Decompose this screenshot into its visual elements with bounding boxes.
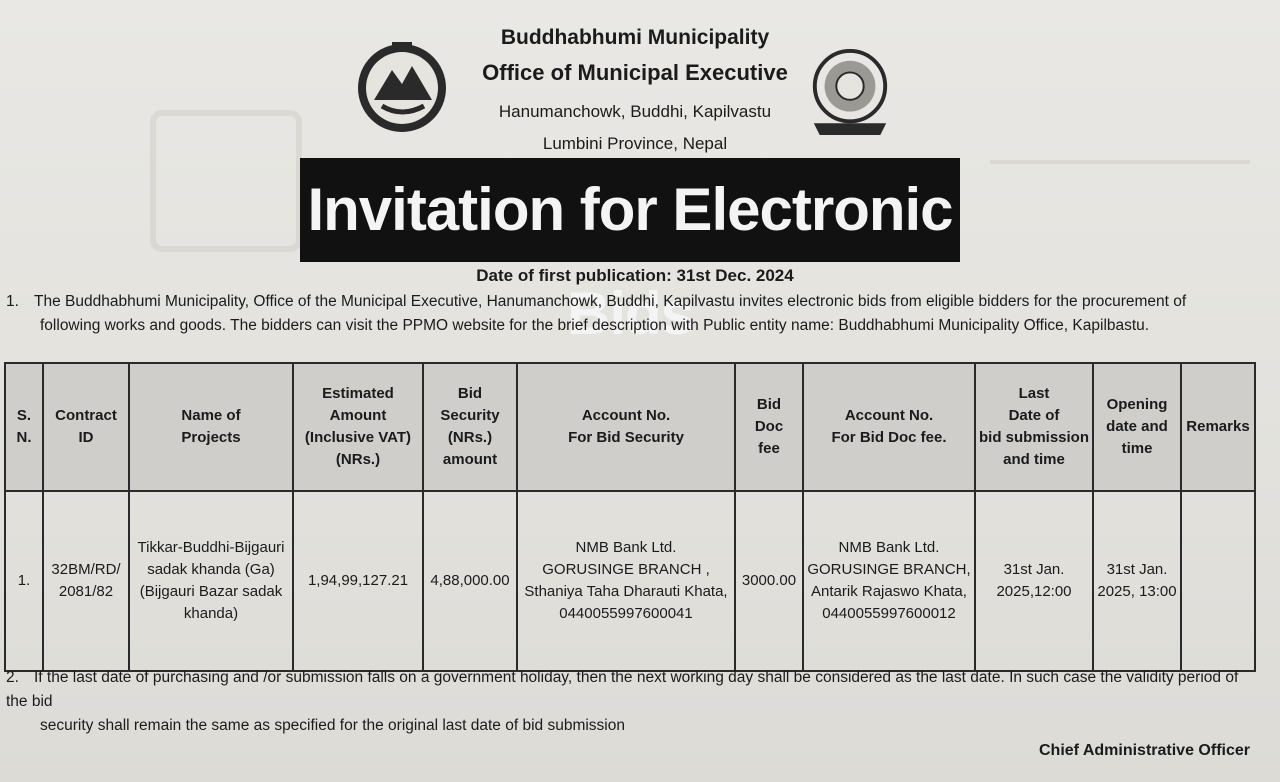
cell-last-date: 31st Jan. 2025,12:00 xyxy=(975,491,1093,671)
header-account-bid-doc-fee: Account No. For Bid Doc fee. xyxy=(803,363,975,491)
header-contract-id: Contract ID xyxy=(43,363,129,491)
cell-opening-date: 31st Jan. 2025, 13:00 xyxy=(1093,491,1181,671)
table-row xyxy=(5,491,1255,671)
note-line-1: If the last date of purchasing and /or submission falls on a government holiday, then the next working day shall be considered as the last date. In such case the validity period of the bid xyxy=(6,669,1239,710)
note-number: 2. xyxy=(6,669,19,686)
header-bid-doc-fee: Bid Doc fee xyxy=(735,363,803,491)
intro-line-1: The Buddhabhumi Municipality, Office of the Municipal Executive, Hanumanchowk, Buddhi, Kapilvastu invites electronic bids from eligible bidders for the procurement of xyxy=(34,293,1187,310)
address-line-2: Lumbini Province, Nepal xyxy=(542,134,728,153)
header-project-name: Name of Projects xyxy=(129,363,293,491)
cell-account-bid-security: NMB Bank Ltd. GORUSINGE BRANCH , Sthaniya Taha Dharauti Khata, 0440055997600041 xyxy=(517,491,735,671)
header-remarks: Remarks xyxy=(1181,363,1255,491)
header-sn: S. N. xyxy=(5,363,43,491)
signatory-title: Chief Administrative Officer xyxy=(1038,742,1250,759)
cell-sn: 1. xyxy=(5,491,43,671)
cell-bid-security: 4,88,000.00 xyxy=(423,491,517,671)
office-name: Office of Municipal Executive xyxy=(482,60,788,85)
cell-project-name: Tikkar-Buddhi-Bijgauri sadak khanda (Ga) (Bijgauri Bazar sadak khanda) xyxy=(129,491,293,671)
header-last-date: Last Date of bid submission and time xyxy=(975,363,1093,491)
bleed-through-texture xyxy=(990,120,1250,164)
header-account-bid-security: Account No. For Bid Security xyxy=(517,363,735,491)
cell-estimated-amount: 1,94,99,127.21 xyxy=(293,491,423,671)
municipality-name: Buddhabhumi Municipality xyxy=(500,26,770,49)
cell-contract-id: 32BM/RD/ 2081/82 xyxy=(43,491,129,671)
intro-line-2: following works and goods. The bidders can visit the PPMO website for the brief description with Public entity name: Buddhabhumi Municipality Office, Kapilbastu. xyxy=(40,317,1150,334)
note-paragraph xyxy=(6,666,1256,738)
cell-account-bid-doc-fee: NMB Bank Ltd. GORUSINGE BRANCH, Antarik Rajaswo Khata, 0440055997600012 xyxy=(803,491,975,671)
header-opening-date: Opening date and time xyxy=(1093,363,1181,491)
note-line-2: security shall remain the same as specified for the original last date of bid submission xyxy=(40,717,625,734)
bleed-through-texture xyxy=(150,110,302,252)
notice-title-banner: Invitation for Electronic Bids xyxy=(300,158,960,262)
intro-number: 1. xyxy=(6,293,19,310)
cell-remarks xyxy=(1181,491,1255,671)
header-estimated-amount: Estimated Amount (Inclusive VAT) (NRs.) xyxy=(293,363,423,491)
intro-paragraph xyxy=(6,290,1256,338)
municipality-seal-icon xyxy=(806,44,894,140)
cell-bid-doc-fee: 3000.00 xyxy=(735,491,803,671)
header-bid-security: Bid Security (NRs.) amount xyxy=(423,363,517,491)
publication-date: Date of first publication: 31st Dec. 2024 xyxy=(476,266,794,285)
table-header-row xyxy=(5,363,1255,491)
address-line-1: Hanumanchowk, Buddhi, Kapilvastu xyxy=(498,102,772,121)
bids-table xyxy=(4,362,1256,672)
